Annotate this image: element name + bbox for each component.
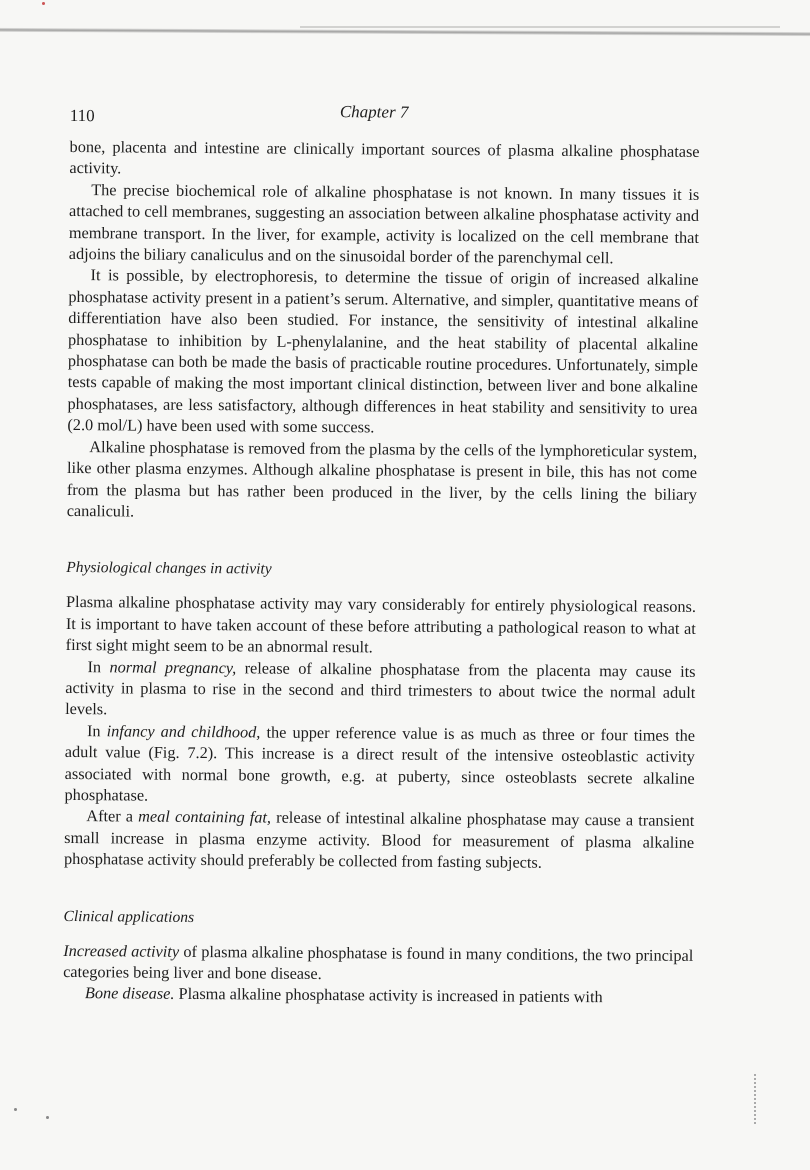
scan-edge-line-faint bbox=[300, 26, 780, 28]
section-heading: Physiological changes in activity bbox=[66, 559, 272, 578]
paragraph bbox=[63, 940, 693, 988]
book-page bbox=[63, 96, 700, 1009]
text-run: release of intestinal alkaline phosphatase may cause a transient small increase in plasma enzyme activity. Blood for measurement of plasma alkaline phosphatase activity should preferably be collected from fasting subjects. bbox=[63, 807, 695, 872]
text-run: the upper reference value is as much as three or four times the adult value (Fig. 7.2). This increase is a direct result of the intensive osteoblastic activity associated with normal bone growth, e.g. at puberty, since osteoblasts secrete alkaline phosphatase. bbox=[64, 722, 696, 805]
chapter-title: Chapter 7 bbox=[339, 102, 409, 122]
emphasis: meal containing fat, bbox=[138, 806, 272, 827]
text-run: In bbox=[86, 720, 107, 741]
emphasis: normal pregnancy, bbox=[109, 656, 237, 677]
paragraph: bone, placenta and intestine are clinically important sources of plasma alkaline phosphatase activity. bbox=[69, 136, 700, 178]
text-run: Plasma alkaline phosphatase activity is increased in patients with bbox=[174, 984, 603, 1007]
clinical-section bbox=[63, 908, 694, 1009]
text-run: In bbox=[87, 656, 110, 676]
paragraph: Alkaline phosphatase is removed from the plasma by the cells of the lymphoreticular system, like other plasma enzymes. Although alkaline phosphatase is present in bile, this has not come from the plasma but has rather been produced in the liver, by the cells lining the biliary canaliculi. bbox=[66, 436, 698, 521]
scan-margin-mark bbox=[754, 1074, 758, 1124]
scan-speck bbox=[46, 1116, 49, 1119]
page-number: 110 bbox=[69, 105, 95, 126]
paragraph bbox=[64, 720, 695, 811]
paragraph: It is possible, by electrophoresis, to determine the tissue of origin of increased alkaline phosphatase activity present in a patient’s serum. Alternative, and simpler, quantitative means of differentiation have also been studied. For instance, the sensitivity of intestinal alkaline phosphatase to inhibition by L-phenylalanine, and the heat stability of placental alkaline phosphatase can both be made the basis of practicable routine procedures. Unfortunately, simple tests capable of making the most important clinical distinction, between liver and bone alkaline phosphatases, are less satisfactory, although differences in heat stability and sensitivity to urea (2.0 mol/L) have been used with some success. bbox=[67, 265, 699, 437]
scan-speck bbox=[42, 2, 45, 5]
paragraph bbox=[63, 982, 693, 1008]
emphasis: Increased activity bbox=[63, 940, 180, 961]
scan-edge-line bbox=[0, 28, 810, 36]
physiological-section bbox=[64, 559, 696, 874]
intro-section bbox=[67, 136, 700, 526]
text-run: release of alkaline phosphatase from the placenta may cause its activity in plasma to rise in the second and third trimesters to about twice the normal adult levels. bbox=[65, 657, 696, 719]
paragraph: Plasma alkaline phosphatase activity may vary considerably for entirely physiological reasons. It is important to have taken account of these before attributing a pathological reason to what at first sight might seem to be an abnormal result. bbox=[65, 592, 697, 657]
emphasis: infancy and childhood, bbox=[106, 721, 261, 742]
paragraph bbox=[65, 656, 695, 725]
paragraph bbox=[64, 805, 694, 874]
text-run: of plasma alkaline phosphatase is found in many conditions, the two principal categories being liver and bone disease. bbox=[63, 941, 694, 984]
emphasis: Bone disease. bbox=[84, 983, 175, 1004]
page-header bbox=[70, 96, 700, 141]
paragraph: The precise biochemical role of alkaline phosphatase is not known. In many tissues it is attached to cell membranes, suggesting an association between alkaline phosphatase activity and membrane transport. In the liver, for example, activity is localized on the cell membrane that adjoins the biliary canaliculus and on the sinusoidal border of the parenchymal cell. bbox=[68, 179, 700, 268]
scan-speck bbox=[14, 1108, 17, 1111]
text-run: After a bbox=[86, 806, 139, 826]
section-heading: Clinical applications bbox=[63, 907, 195, 926]
